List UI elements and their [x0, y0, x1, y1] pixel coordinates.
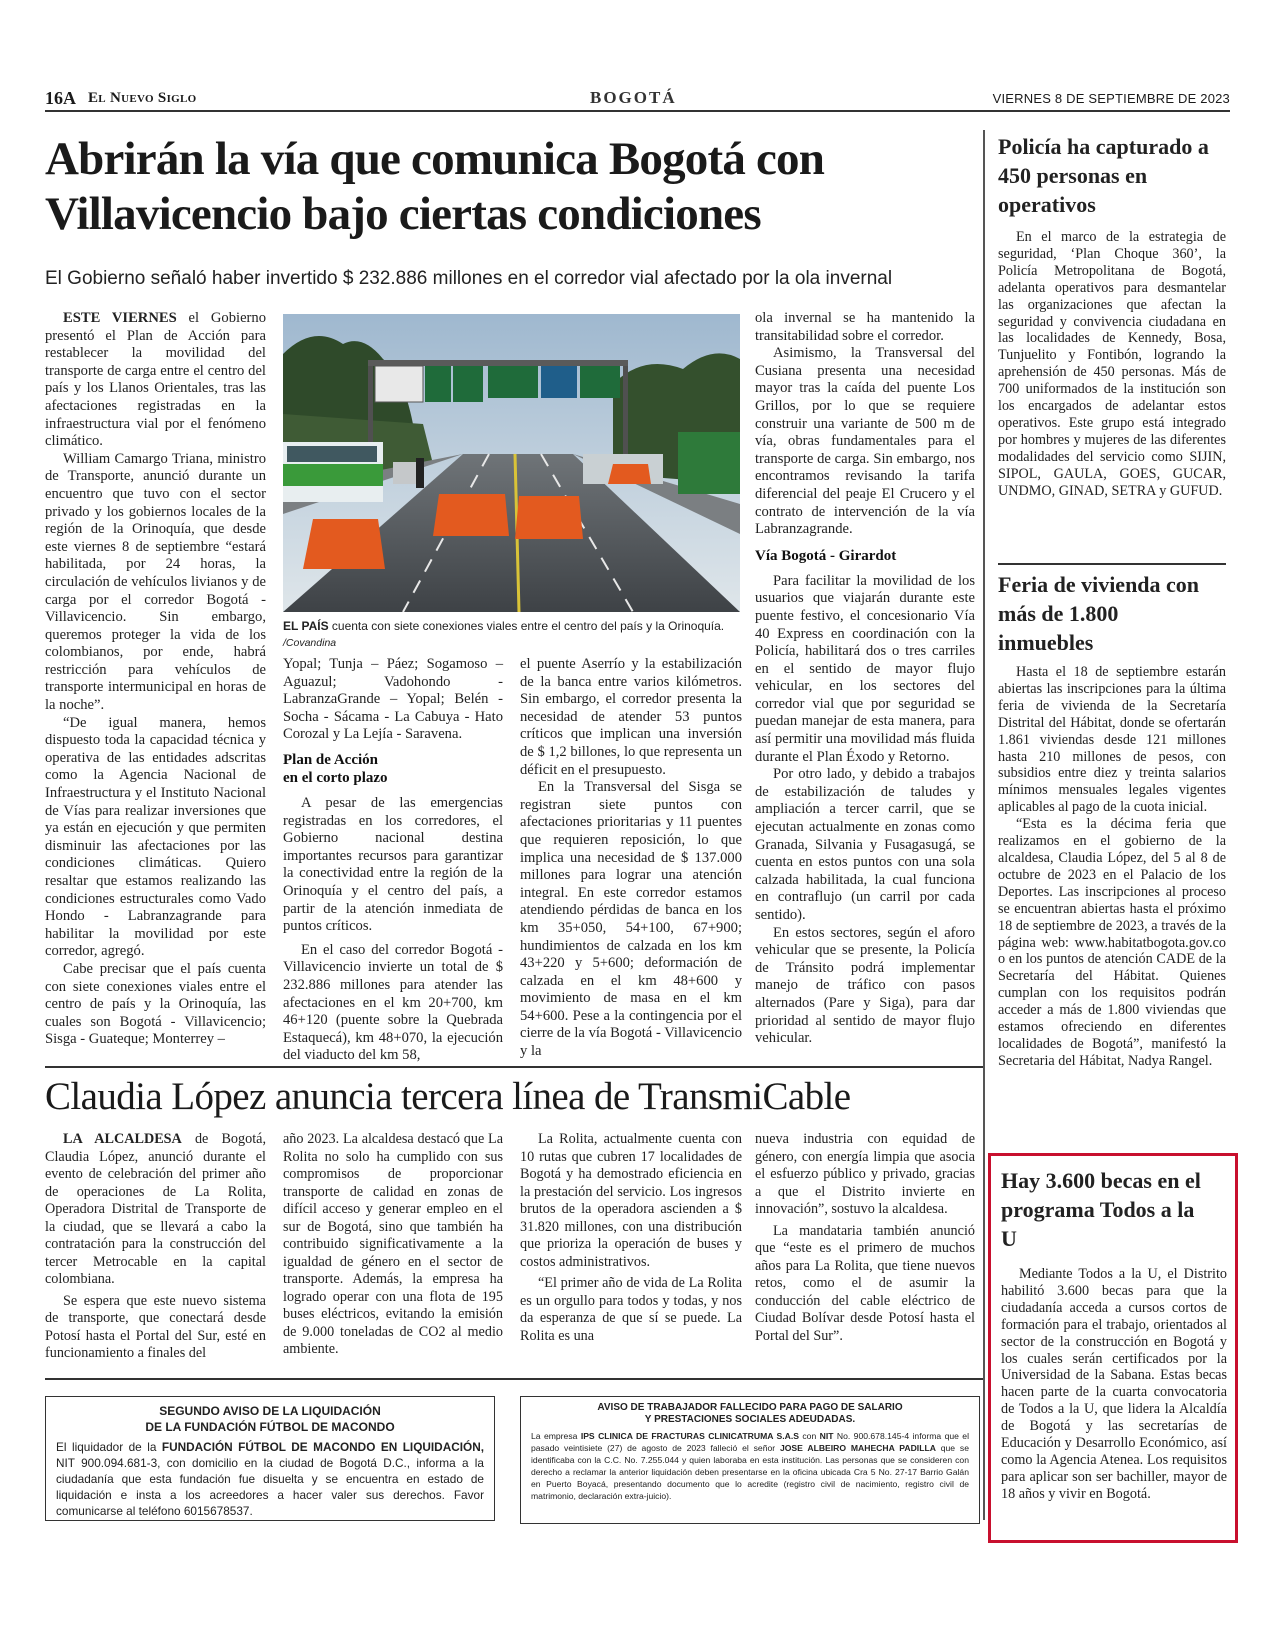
sidebar-divider — [983, 130, 985, 1520]
main-col2-subhead — [283, 751, 503, 787]
second-column-3 — [520, 1131, 742, 1345]
sidebar-story1-body — [998, 229, 1226, 500]
ad-trabajador-box — [520, 1396, 980, 1524]
main-col1-p2: William Camargo Triana, ministro de Transporte, anunció durante un encuentro que tuvo con el sector privado y los gobiernos locales de la región de la Orinoquía, que desde este viernes 8 de septiembre “estará habilitada, por 24 horas, la circulación de vehículos livianos y de carga por el corredor Bogotá - Villavicencio. Sin embargo, queremos proteger la vida de los colombianos, por ende, habrá restricción para vehículos de transporte intermunicipal en horas de la noche”. — [45, 450, 266, 714]
main-photo — [283, 314, 740, 612]
ad-liquidacion-box — [45, 1396, 495, 1521]
main-col2-p2: A pesar de las emergencias registradas en los corredores, el Gobierno nacional destina importantes recursos para garantizar la conectividad entre la región de la Orinoquía y el centro del país, a partir de la atención inmediata de puntos críticos. — [283, 794, 503, 935]
main-col1-p1: el Gobierno presentó el Plan de Acción para restablecer la movilidad del transporte de carga entre el centro del país y los Llanos Orientales, tras las afectaciones registradas en la infraestructura vial por el fenómeno climático. — [45, 310, 266, 450]
second-column-4 — [755, 1131, 975, 1345]
header-rule — [45, 110, 1230, 112]
photo-caption — [283, 618, 743, 651]
main-lead-word: ESTE VIERNES — [63, 310, 177, 326]
second-col4-p2: La mandataria también anunció que “este es el primero de muchos años para La Rolita, que tiene nuevos retos, como el de asumir la conducción del cable eléctrico de Ciudad Bolívar desde Potosí hasta el Portal del Sur”. — [755, 1222, 975, 1344]
main-col4-subhead: Vía Bogotá - Girardot — [755, 547, 897, 564]
main-col2-p3: En el caso del corredor Bogotá - Villavicencio invierte un total de $ 232.886 millones para atender las afectaciones en el km 20+700, km 46+120 (puente sobre la Quebrada Estaquecá), km 48+070, la ejecución del viaducto del km 58, — [283, 941, 503, 1064]
second-col3-p1: La Rolita, actualmente cuenta con 10 rutas que cubren 17 localidades de Bogotá y ha demostrado eficiencia en la prestación del servicio. Los ingresos brutos de la operadora ascienden a $ 31.820 millones, con una distribución que prioriza la operación de buses y costos administrativos. — [520, 1131, 742, 1270]
ad2-text-b: con — [798, 1431, 820, 1441]
main-headline-line2: Villavicencio bajo ciertas condiciones — [45, 188, 761, 240]
page-number: 16A — [45, 88, 76, 108]
story1-paragraph: En el marco de la estrategia de seguridad, ‘Plan Choque 360’, la Policía Metropolitana de Bogotá, adelanta operativos para desmantelar las organizaciones que afectan la seguridad y convivencia ciudadana en las localidades de Kennedy, Bosa, Tunjuelito y Fontibón, logrando la aprehensión de 450 personas. Más de 700 uniformados de la institución son los encargados de adelantar estos operativos. Este grupo está integrado por hombres y mujeres de las diferentes modalidades del servicio como SIJIN, SIPOL, GAULA, GOES, GUCAR, UNDMO, GINAD, SETRA y GUFUD. — [998, 229, 1226, 499]
photo-credit: /Covandina — [283, 637, 337, 649]
sidebar-rule-1 — [998, 563, 1226, 565]
main-column-1 — [45, 310, 266, 1049]
sidebar-story2-body — [998, 664, 1226, 1070]
second-lead-word: LA ALCALDESA — [63, 1131, 182, 1147]
main-col4-p5: En estos sectores, según el aforo vehicular que se presente, la Policía de Tránsito podrá implementar manejo de tráfico con pasos alternados (Pare y Siga), para dar prioridad al sentido de mayor flujo vehicular. — [755, 924, 975, 1047]
second-col3-p2: “El primer año de vida de La Rolita es un orgullo para todos y todas, y nos da esperanza de que sí se puede. La Rolita es una — [520, 1275, 742, 1344]
main-col4-p1: ola invernal se ha mantenido la transitabilidad sobre el corredor. — [755, 310, 975, 344]
sidebar-story1-headline: Policía ha capturado a 450 personas en operativos — [998, 134, 1209, 217]
ad2-text-c: No. 900.678.145-4 informa que el pasado veintisiete (27) de agosto de 2023 falleció el señor — [531, 1431, 969, 1453]
second-column-1 — [45, 1131, 266, 1363]
main-col3-p2: En la Transversal del Sisga se registran siete puntos con afectaciones prioritarias y 11 puentes que requieren reposición, lo que implica una necesidad de $ 137.000 millones para lograr una atención integral. En este corredor estamos atendiendo pérdidas de banca en los km 35+050, 54+100, 67+900; hundimientos de calzada en los km 43+220 y 5+600; deformación de calzada en el km 48+600 y movimiento de masa en el km 54+600. Pese a la contingencia por el cierre de la vía Bogotá - Villavicencio y la — [520, 779, 742, 1060]
second-col2-p1: año 2023. La alcaldesa destacó que La Rolita no solo ha cumplido con sus compromisos de proporcionar transporte de calidad en zonas de difícil acceso y generar empleo en el sur de Bogotá, sino que también ha contribuido significativamente a la igualdad de género en el sector de transporte. Además, la empresa ha logrado operar con una flota de 195 buses eléctricos, evitando la emisión de 9.000 toneladas de CO2 al medio ambiente. — [283, 1131, 503, 1357]
issue-date: VIERNES 8 DE SEPTIEMBRE DE 2023 — [992, 91, 1230, 106]
ads-top-rule — [45, 1378, 985, 1380]
main-column-4 — [755, 310, 975, 1048]
ad2-text-bold1: IPS CLINICA DE FRACTURAS CLINICATRUMA S.A.S — [580, 1431, 799, 1441]
main-headline — [45, 132, 985, 242]
subhead-line1: Plan de Acción — [283, 751, 379, 768]
ad1-title-2: DE LA FUNDACIÓN FÚTBOL DE MACONDO — [145, 1420, 395, 1434]
ad2-text-d: que se identificaba con la C.C. No. 7.255.044 y quien laboraba en esta institución. Las personas que se consideren con derecho a reclamar la anterior liquidación deben presentarse en la oficina ubicada Cra 5 No. 27-17 Barrio Galán en Puerto Boyacá, presentando documento que lo acredite (registro civil de nacimiento, registro civil de matrimonio, declaración extra-juicio). — [531, 1442, 969, 1501]
main-col1-p3: “De igual manera, hemos dispuesto toda la capacidad técnica y operativa de las entidades adscritas como la Agencia Nacional de Infraestructura y el Instituto Nacional de Vías para realizar inversiones que ya están en ejecución y que permiten disminuir las afectaciones por las condiciones climáticas. Quiero resaltar que estamos realizando las condiciones estructurales como Vado Hondo - Labranzagrande para habilitar la movilidad por este corredor, agregó. — [45, 714, 266, 960]
story3-paragraph: Mediante Todos a la U, el Distrito habilitó 3.600 becas para que la ciudadanía acceda a cursos cortos de formación para el trabajo, orientados al sector de la construcción en Bogotá y los cuales serán certificados por la Universidad de la Sabana. Estas becas hacen parte de la cuarta convocatoria de Todos a la U, que lidera la Alcaldía de Bogotá y las secretarías de Educación y Desarrollo Económico, así como la Agencia Atenea. Los requisitos para aplicar son ser bachiller, mayor de 18 años y vivir en Bogotá. — [1001, 1266, 1227, 1502]
page-header — [45, 88, 1230, 110]
subhead-line2: en el corto plazo — [283, 769, 388, 786]
main-story-bottom-rule — [45, 1066, 985, 1068]
second-col1-p1: de Bogotá, Claudia López, anunció durante el evento de celebración del primer año de operaciones de La Rolita, Operadora Distrital de Transporte de la ciudad, que se llevará a cabo la contratación para la construcción del tercer Metrocable en la capital colombiana. — [45, 1131, 266, 1287]
photo-caption-text: cuenta con siete conexiones viales entre el centro del país y la Orinoquía. — [328, 619, 725, 633]
second-column-2 — [283, 1131, 503, 1359]
section-name: BOGOTÁ — [590, 88, 677, 107]
main-col4-p2: Asimismo, la Transversal del Cusiana presenta una necesidad mayor tras la caída del puente Los Grillos, por lo que se requiere construir una variante de 500 m de vía, obras fundamentales para el transporte de carga. Sin embargo, nos encontramos revisando la tarifa diferencial del peaje El Crucero y el contrato de intervención de la vía Labranzagrande. — [755, 345, 975, 538]
ad2-text-a: La empresa — [531, 1431, 581, 1441]
ad1-text-bold: FUNDACIÓN FÚTBOL DE MACONDO EN LIQUIDACIÓN, — [161, 1440, 484, 1454]
story2-paragraph-2: “Esta es la décima feria que realizamos en el gobierno de la alcaldesa, Claudia López, del 5 al 8 de octubre de 2023 en el Palacio de los Deportes. Las inscripciones al proceso se encuentran abiertas hasta el próximo 18 de septiembre de 2023, a través de la página web: www.habitatbogota.gov.co o en los puntos de atención CADE de la Secretaría del Hábitat. Quienes cumplan con los requisitos podrán acceder a más de 1.800 viviendas que estamos ofreciendo en diferentes localidades de Bogotá”, manifestó la Secretaria del Hábitat, Nadya Rangel. — [998, 816, 1226, 1069]
ad2-title-1: AVISO DE TRABAJADOR FALLECIDO PARA PAGO DE SALARIO — [597, 1402, 903, 1413]
sidebar-story2-headline: Feria de vivienda con más de 1.800 inmuebles — [998, 572, 1200, 655]
ad1-text-b: NIT 900.094.681-3, con domicilio en la ciudad de Bogotá D.C., informa a la ciudadanía que esta fundación fue disuelta y se encuentra en estado de liquidación e insta a los acreedores a hacer valer sus derechos. Favor comunicarse al teléfono 6015678537. — [56, 1456, 484, 1518]
ad2-title-2: Y PRESTACIONES SOCIALES ADEUDADAS. — [644, 1414, 856, 1425]
ad2-text-bold3: JOSE ALBEIRO MAHECHA PADILLA — [779, 1442, 936, 1453]
main-col1-p4: Cabe precisar que el país cuenta con siete conexiones viales entre el centro de país y la Orinoquía, las cuales son Bogotá - Villavicencio; Sisga - Guateque; Monterrey – — [45, 960, 266, 1048]
main-column-2 — [283, 656, 503, 1065]
highlighted-story-box — [988, 1153, 1238, 1543]
main-subheadline: El Gobierno señaló haber invertido $ 232.886 millones en el corredor vial afectado por la ola invernal — [45, 268, 893, 289]
ad2-text — [531, 1431, 969, 1502]
main-col2-p1: Yopal; Tunja – Páez; Sogamoso – Aguazul; Vadohondo - LabranzaGrande – Yopal; Belén - Socha - Sácama - La Cabuya - Hato Corozal y La Lejía - Saravena. — [283, 656, 503, 743]
ad1-text-a: El liquidador de la — [56, 1440, 162, 1454]
ad1-title-1: SEGUNDO AVISO DE LA LIQUIDACIÓN — [159, 1404, 381, 1418]
paper-name: El Nuevo Siglo — [88, 90, 197, 106]
second-col1-p2: Se espera que este nuevo sistema de transporte, que conectará desde Potosí hasta el Portal del Sur, esté en funcionamiento a finales del — [45, 1292, 266, 1361]
second-headline: Claudia López anuncia tercera línea de TransmiCable — [45, 1075, 851, 1118]
story2-paragraph-1: Hasta el 18 de septiembre estarán abiertas las inscripciones para la última feria de vivienda de la Secretaría Distrital del Hábitat, donde se ofertarán 1.861 viviendas desde 121 millones hasta 210 millones de pesos, con subsidios entre diez y treinta salarios mínimos mensuales legales vigentes aplicables al pago de la cuota inicial. — [998, 664, 1226, 816]
main-col4-p3: Para facilitar la movilidad de los usuarios que viajarán durante este puente festivo, el concesionario Vía 40 Express en coordinación con la Policía, habilitará dos o tres carriles en el sentido de mayor flujo vehicular, en los sectores del corredor vial que por seguridad se puedan manejar de esta manera, para así permitir una movilidad más fluida durante el Plan Éxodo y Retorno. — [755, 572, 975, 765]
sidebar-story3-headline: Hay 3.600 becas en el programa Todos a la U — [1001, 1168, 1201, 1251]
sidebar-story3-body — [1001, 1266, 1227, 1503]
ad1-text — [56, 1439, 484, 1519]
main-col3-p1: el puente Aserrío y la estabilización de la banca entre varios kilómetros. Sin embargo, el corredor presenta la necesidad de atender 53 puntos críticos que implican una inversión de $ 1,2 billones, lo que representa un déficit en el presupuesto. — [520, 656, 742, 778]
photo-caption-lead: EL PAÍS — [283, 619, 329, 633]
main-column-3 — [520, 656, 742, 1061]
main-headline-line1: Abrirán la vía que comunica Bogotá con — [45, 133, 825, 185]
ad2-text-bold2: NIT — [819, 1431, 834, 1441]
second-col4-p1: nueva industria con equidad de género, con energía limpia que asocia el esfuerzo público y privado, gracias a que el Distrito invierte en innovación”, sostuvo la alcaldesa. — [755, 1131, 975, 1217]
main-col4-p4: Por otro lado, y debido a trabajos de estabilización de taludes y ampliación a tercer carril, que se ejecutan actualmente en zonas como Granada, Silvania y Fusagasugá, se cuenta en estos puntos con una sola calzada habilitada, la cual funciona en contraflujo (un carril por cada sentido). — [755, 766, 975, 923]
highway-photo-illustration — [283, 314, 740, 612]
